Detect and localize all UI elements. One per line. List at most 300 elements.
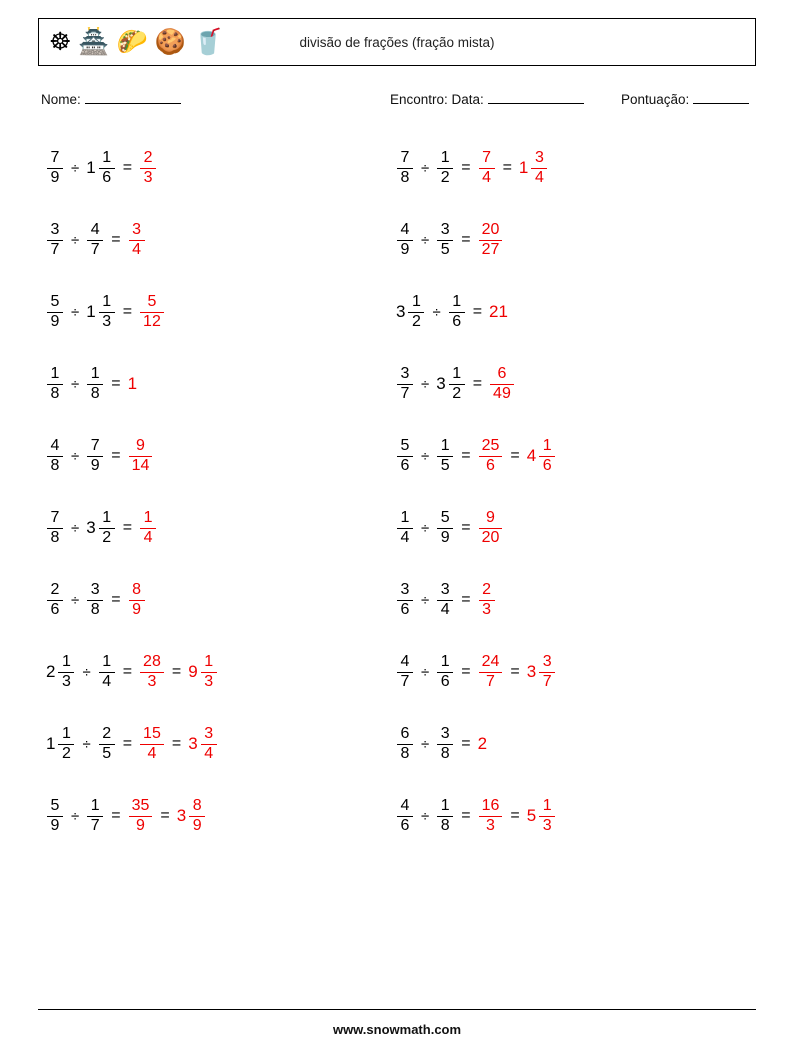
numerator: 1 — [50, 364, 60, 382]
fraction-term — [47, 438, 63, 475]
fraction-term — [99, 150, 115, 187]
mixed-number-term — [46, 654, 75, 691]
numerator: 3 — [440, 580, 450, 598]
division-operator: ÷ — [421, 447, 430, 465]
problem-row — [46, 420, 396, 492]
problem-expression — [396, 438, 556, 475]
problem-row — [46, 708, 396, 780]
footer-site: www.snowmath.com — [332, 1022, 462, 1037]
denominator: 5 — [102, 744, 112, 762]
answer-term — [479, 654, 503, 691]
numerator: 1 — [62, 724, 71, 742]
fraction-term — [397, 654, 413, 691]
fraction-term — [437, 222, 453, 259]
mixed-number-term — [46, 726, 75, 763]
numerator: 4 — [400, 220, 410, 238]
denominator: 4 — [440, 600, 450, 618]
denominator: 9 — [50, 168, 60, 186]
equals-sign: = — [461, 231, 471, 248]
numerator: 7 — [50, 148, 60, 166]
problem-row — [396, 420, 746, 492]
equals-sign: = — [461, 591, 471, 608]
fraction-term — [397, 222, 413, 259]
whole-part: 1 — [86, 302, 96, 321]
answer-term — [129, 582, 145, 619]
division-operator: ÷ — [421, 231, 430, 249]
denominator: 6 — [400, 456, 410, 474]
fraction-term — [201, 726, 217, 763]
whole-part: 3 — [188, 734, 198, 753]
whole-part: 3 — [436, 374, 446, 393]
numerator: 5 — [440, 508, 450, 526]
answer-term — [140, 294, 164, 331]
fraction-term — [47, 366, 63, 403]
problem-row — [396, 132, 746, 204]
fraction-term — [58, 654, 74, 691]
numerator: 20 — [481, 220, 500, 238]
numerator: 1 — [102, 148, 112, 166]
division-operator: ÷ — [71, 303, 80, 321]
answer-term — [177, 798, 206, 835]
equals-sign: = — [111, 447, 121, 464]
numerator: 8 — [132, 580, 142, 598]
numerator: 15 — [143, 724, 161, 742]
fraction-term — [437, 726, 453, 763]
equals-sign: = — [122, 735, 133, 752]
denominator: 9 — [132, 600, 142, 618]
answer-term — [188, 726, 217, 763]
division-operator: ÷ — [71, 519, 80, 537]
problems-column-left — [46, 132, 396, 852]
division-operator: ÷ — [71, 159, 80, 177]
ship-wheel-icon: ☸ — [49, 28, 72, 56]
denominator: 4 — [534, 168, 544, 186]
numerator: 9 — [136, 436, 145, 454]
denominator: 7 — [400, 672, 410, 690]
denominator: 8 — [440, 816, 450, 834]
fraction-term — [47, 798, 63, 835]
numerator: 1 — [542, 796, 552, 814]
division-operator: ÷ — [421, 663, 430, 681]
answer-term — [140, 510, 156, 547]
numerator: 1 — [400, 508, 410, 526]
numerator: 25 — [481, 436, 500, 454]
denominator: 9 — [136, 816, 145, 834]
denominator: 14 — [131, 456, 150, 474]
mixed-number-term — [86, 510, 115, 547]
division-operator: ÷ — [421, 159, 430, 177]
denominator: 9 — [50, 312, 60, 330]
denominator: 9 — [50, 816, 60, 834]
numerator: 28 — [143, 652, 161, 670]
whole-part: 3 — [176, 806, 187, 825]
problem-expression — [396, 726, 487, 763]
answer-term — [479, 798, 503, 835]
division-operator: ÷ — [71, 231, 80, 249]
division-operator: ÷ — [71, 375, 80, 393]
answer-term — [188, 654, 217, 691]
numerator: 35 — [131, 796, 150, 814]
name-label: Nome: — [41, 92, 81, 107]
date-label: Encontro: Data: — [390, 92, 484, 107]
numerator: 5 — [50, 292, 60, 310]
fraction-term — [87, 438, 103, 475]
fraction-term — [437, 438, 453, 475]
fraction-term — [47, 582, 63, 619]
fraction-term — [437, 654, 453, 691]
denominator: 6 — [50, 600, 60, 618]
answer-term — [527, 438, 556, 475]
denominator: 2 — [412, 312, 421, 330]
answer-term — [129, 798, 153, 835]
denominator: 2 — [452, 384, 462, 402]
answer-term: 2 — [477, 734, 488, 753]
equals-sign: = — [472, 375, 483, 392]
numerator: 2 — [50, 580, 60, 598]
cookie-icon: 🍪 — [154, 28, 186, 56]
numerator: 1 — [440, 652, 450, 670]
numerator: 2 — [143, 148, 153, 166]
fraction-term — [201, 654, 217, 691]
equals-sign: = — [510, 447, 520, 464]
problem-expression — [46, 222, 146, 259]
denominator: 6 — [452, 312, 462, 330]
numerator: 1 — [440, 148, 450, 166]
problem-expression — [396, 294, 508, 331]
fraction-term — [408, 294, 424, 331]
fraction-term — [397, 726, 413, 763]
denominator: 5 — [440, 456, 450, 474]
denominator: 4 — [482, 168, 492, 186]
date-field-group — [390, 92, 584, 107]
equals-sign: = — [510, 807, 520, 824]
equals-sign: = — [461, 735, 471, 752]
equals-sign: = — [171, 735, 182, 752]
answer-term — [527, 654, 556, 691]
numerator: 3 — [440, 724, 450, 742]
problem-expression — [46, 582, 146, 619]
problem-row — [396, 276, 746, 348]
problem-expression — [396, 798, 556, 835]
problem-expression — [46, 654, 218, 691]
problem-expression — [396, 510, 503, 547]
fraction-term — [397, 366, 413, 403]
score-label: Pontuação: — [621, 92, 690, 107]
denominator: 3 — [143, 168, 153, 186]
numerator: 9 — [486, 508, 495, 526]
fraction-term — [99, 294, 115, 331]
problem-row — [46, 780, 396, 852]
whole-part: 3 — [526, 662, 537, 681]
denominator: 2 — [440, 168, 450, 186]
name-field-group — [41, 92, 181, 107]
division-operator: ÷ — [71, 591, 80, 609]
numerator: 1 — [412, 292, 421, 310]
denominator: 8 — [440, 744, 450, 762]
equals-sign: = — [461, 663, 471, 680]
answer-term — [479, 438, 503, 475]
numerator: 2 — [482, 580, 492, 598]
date-input-blank[interactable] — [488, 103, 584, 104]
fraction-term — [87, 366, 103, 403]
problem-expression — [396, 150, 548, 187]
problem-row — [46, 492, 396, 564]
problem-expression — [46, 294, 165, 331]
numerator: 4 — [400, 652, 410, 670]
score-input-blank[interactable] — [693, 103, 749, 104]
fraction-term — [539, 654, 555, 691]
answer-term — [479, 222, 503, 259]
numerator: 16 — [481, 796, 500, 814]
denominator: 3 — [204, 672, 214, 690]
numerator: 4 — [90, 220, 100, 238]
denominator: 27 — [481, 240, 500, 258]
problem-row — [396, 708, 746, 780]
numerator: 1 — [143, 508, 153, 526]
denominator: 8 — [90, 384, 100, 402]
numerator: 7 — [90, 436, 100, 454]
fraction-term — [397, 438, 413, 475]
denominator: 7 — [90, 816, 100, 834]
equals-sign: = — [122, 159, 133, 176]
numerator: 3 — [400, 364, 410, 382]
numerator: 3 — [440, 220, 450, 238]
fraction-term — [449, 366, 465, 403]
equals-sign: = — [472, 303, 483, 320]
whole-part: 4 — [526, 446, 537, 465]
equals-sign: = — [122, 663, 133, 680]
whole-part: 3 — [396, 302, 406, 321]
numerator: 7 — [482, 148, 492, 166]
fraction-term — [87, 582, 103, 619]
problem-row — [46, 132, 396, 204]
denominator: 3 — [102, 312, 112, 330]
answer-term — [490, 366, 514, 403]
problem-expression — [46, 726, 218, 763]
division-operator: ÷ — [421, 735, 430, 753]
whole-part: 9 — [188, 662, 198, 681]
numerator: 1 — [102, 652, 112, 670]
numerator: 7 — [50, 508, 60, 526]
mixed-number-term — [86, 150, 115, 187]
answer-term: 1 — [127, 374, 138, 393]
problem-row — [396, 564, 746, 636]
problem-expression — [396, 366, 515, 403]
division-operator: ÷ — [432, 303, 441, 321]
smoothie-cup-icon: 🥤 — [192, 28, 224, 56]
denominator: 7 — [486, 672, 495, 690]
denominator: 6 — [486, 456, 495, 474]
numerator: 1 — [542, 436, 552, 454]
numerator: 1 — [62, 652, 71, 670]
answer-term — [140, 726, 164, 763]
fraction-term — [47, 222, 63, 259]
numerator: 7 — [400, 148, 410, 166]
answer-term: 21 — [489, 302, 508, 321]
taco-icon: 🌮 — [116, 28, 148, 56]
denominator: 8 — [50, 456, 60, 474]
fraction-term — [449, 294, 465, 331]
denominator: 6 — [440, 672, 450, 690]
whole-part: 1 — [518, 158, 529, 177]
fraction-term — [58, 726, 74, 763]
numerator: 1 — [102, 292, 112, 310]
denominator: 6 — [400, 600, 410, 618]
equals-sign: = — [461, 807, 471, 824]
denominator: 8 — [400, 168, 410, 186]
problem-expression — [46, 150, 157, 187]
answer-term — [140, 150, 156, 187]
equals-sign: = — [502, 159, 512, 176]
problems-column-right — [396, 132, 746, 852]
denominator: 3 — [486, 816, 495, 834]
equals-sign: = — [171, 663, 182, 680]
numerator: 1 — [452, 292, 462, 310]
fraction-term — [87, 222, 103, 259]
denominator: 3 — [62, 672, 71, 690]
equals-sign: = — [111, 591, 121, 608]
fraction-term — [437, 582, 453, 619]
denominator: 7 — [50, 240, 60, 258]
fraction-term — [397, 150, 413, 187]
problem-row — [46, 276, 396, 348]
division-operator: ÷ — [82, 735, 91, 753]
equals-sign: = — [122, 519, 133, 536]
problem-expression — [46, 366, 137, 403]
answer-term — [140, 654, 164, 691]
fraction-term — [47, 510, 63, 547]
fraction-term — [437, 150, 453, 187]
numerator: 3 — [204, 724, 214, 742]
answer-term — [479, 510, 503, 547]
denominator: 9 — [192, 816, 202, 834]
fraction-term — [99, 654, 115, 691]
numerator: 5 — [50, 796, 60, 814]
problem-expression — [46, 798, 206, 835]
denominator: 49 — [493, 384, 511, 402]
fraction-term — [99, 726, 115, 763]
denominator: 4 — [102, 672, 112, 690]
numerator: 1 — [440, 436, 450, 454]
denominator: 6 — [542, 456, 552, 474]
numerator: 3 — [534, 148, 544, 166]
problem-row — [396, 780, 746, 852]
fraction-term — [189, 798, 205, 835]
numerator: 1 — [204, 652, 214, 670]
problem-expression — [396, 582, 496, 619]
division-operator: ÷ — [421, 519, 430, 537]
numerator: 1 — [90, 364, 100, 382]
whole-part: 1 — [46, 734, 56, 753]
equals-sign: = — [111, 231, 121, 248]
denominator: 4 — [400, 528, 410, 546]
denominator: 12 — [143, 312, 161, 330]
denominator: 8 — [50, 528, 60, 546]
score-field-group — [621, 92, 749, 107]
answer-term — [129, 222, 145, 259]
mixed-number-term — [436, 366, 465, 403]
problem-row — [46, 564, 396, 636]
denominator: 6 — [102, 168, 112, 186]
problem-row — [396, 204, 746, 276]
numerator: 4 — [50, 436, 60, 454]
problem-expression — [396, 222, 503, 259]
numerator: 6 — [497, 364, 507, 382]
header-box — [38, 18, 756, 66]
denominator: 4 — [143, 528, 153, 546]
denominator: 4 — [132, 240, 142, 258]
denominator: 7 — [90, 240, 100, 258]
division-operator: ÷ — [71, 447, 80, 465]
whole-part: 3 — [86, 518, 96, 537]
numerator: 1 — [90, 796, 100, 814]
numerator: 3 — [400, 580, 410, 598]
denominator: 8 — [50, 384, 60, 402]
problem-expression — [396, 654, 556, 691]
equals-sign: = — [160, 807, 170, 824]
numerator: 24 — [481, 652, 500, 670]
fraction-term — [397, 510, 413, 547]
fraction-term — [437, 798, 453, 835]
footer-divider — [38, 1009, 756, 1010]
numerator: 1 — [440, 796, 450, 814]
name-input-blank[interactable] — [85, 103, 181, 104]
whole-part: 2 — [46, 662, 56, 681]
denominator: 8 — [400, 744, 410, 762]
worksheet-title: divisão de frações (fração mista) — [299, 34, 495, 50]
answer-term — [129, 438, 153, 475]
denominator: 3 — [482, 600, 492, 618]
numerator: 5 — [147, 292, 157, 310]
numerator: 3 — [132, 220, 142, 238]
fraction-term — [437, 510, 453, 547]
fraction-term — [47, 150, 63, 187]
whole-part: 1 — [86, 158, 96, 177]
division-operator: ÷ — [71, 807, 80, 825]
division-operator: ÷ — [421, 591, 430, 609]
answer-term — [527, 798, 556, 835]
denominator: 9 — [400, 240, 410, 258]
problem-row — [46, 204, 396, 276]
fraction-term — [87, 798, 103, 835]
mixed-number-term — [396, 294, 425, 331]
fraction-term — [99, 510, 115, 547]
denominator: 20 — [481, 528, 500, 546]
numerator: 3 — [90, 580, 100, 598]
fraction-term — [397, 582, 413, 619]
division-operator: ÷ — [421, 375, 430, 393]
problem-expression — [46, 438, 153, 475]
answer-term — [519, 150, 548, 187]
denominator: 6 — [400, 816, 410, 834]
fraction-term — [539, 798, 555, 835]
answer-term — [479, 150, 495, 187]
denominator: 2 — [62, 744, 71, 762]
problem-row — [46, 636, 396, 708]
numerator: 4 — [400, 796, 410, 814]
denominator: 7 — [542, 672, 552, 690]
denominator: 2 — [102, 528, 112, 546]
denominator: 4 — [204, 744, 214, 762]
equals-sign: = — [510, 663, 520, 680]
denominator: 3 — [147, 672, 157, 690]
equals-sign: = — [461, 447, 471, 464]
problem-expression — [46, 510, 157, 547]
denominator: 4 — [147, 744, 157, 762]
denominator: 3 — [542, 816, 552, 834]
problem-row — [396, 348, 746, 420]
fraction-term — [397, 798, 413, 835]
